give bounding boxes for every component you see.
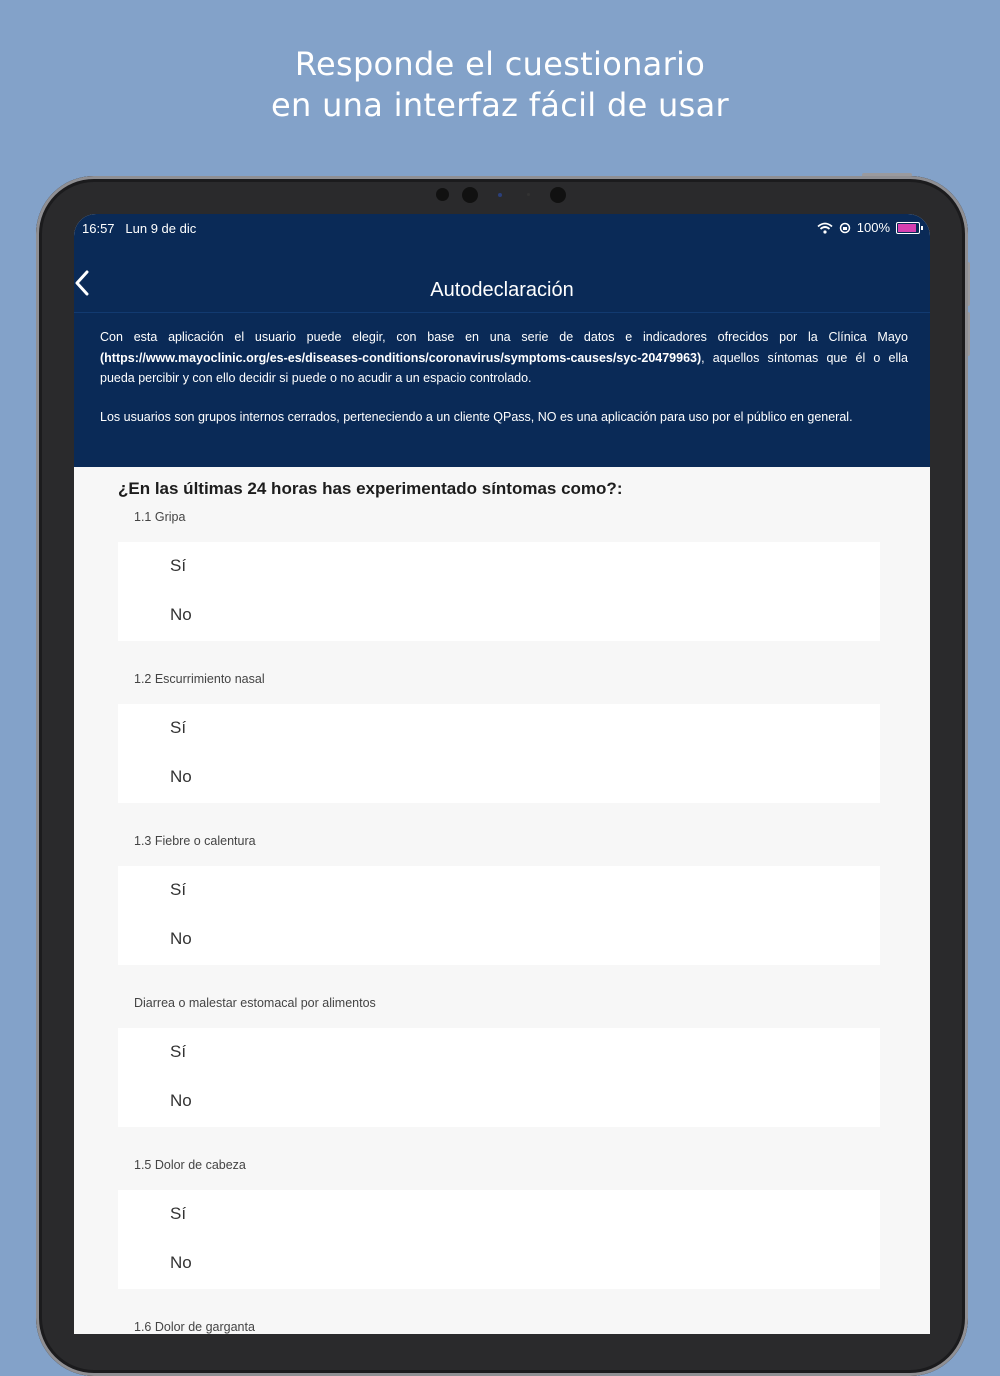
symptom-label: 1.3 Fiebre o calentura: [134, 834, 256, 848]
option-box: [118, 866, 880, 965]
info-paragraph-1: [100, 327, 908, 389]
headline-line-2: en una interfaz fácil de usar: [271, 86, 729, 124]
symptom-group: [118, 509, 880, 641]
info-p1-end: , aquellos síntomas que él o ella pueda percibir y con ello decidir si puede o no acudir a un espacio controlado.: [100, 350, 908, 385]
camera-light-icon: [498, 193, 502, 197]
battery-fill: [898, 224, 916, 232]
app-screen: [74, 214, 930, 1334]
symptom-group: [118, 1157, 880, 1289]
info-p1-start: Con esta aplicación el usuario puede elegir, con base en una serie de datos e indicadores ofrecidos por la Clínica Mayo: [100, 330, 908, 344]
option-box: [118, 542, 880, 641]
symptom-label: 1.1 Gripa: [134, 510, 186, 524]
option-no[interactable]: No: [170, 1091, 192, 1110]
sensor-icon: [436, 188, 449, 201]
status-time: 16:57: [82, 221, 115, 236]
status-right: [817, 220, 920, 235]
status-time-date: [82, 221, 196, 236]
option-yes[interactable]: Sí: [170, 880, 187, 899]
question-title: ¿En las últimas 24 horas has experimentado síntomas como?:: [118, 479, 623, 498]
option-no[interactable]: No: [170, 767, 192, 786]
option-box: [118, 1190, 880, 1289]
mic-icon: [527, 193, 530, 196]
camera-icon: [462, 187, 478, 203]
status-date: Lun 9 de dic: [125, 221, 197, 236]
wifi-icon: [817, 222, 833, 234]
info-paragraph-2: Los usuarios son grupos internos cerrados, perteneciendo a un cliente QPass, NO es una aplicación para uso por el público en general.: [100, 409, 853, 424]
option-no[interactable]: No: [170, 605, 192, 624]
headline: [0, 44, 1000, 126]
symptom-label: 1.2 Escurrimiento nasal: [134, 672, 265, 686]
nav-bar: [74, 244, 930, 312]
battery-percent: 100%: [856, 220, 890, 235]
status-bar: [74, 214, 930, 244]
symptom-group: [118, 1319, 880, 1334]
symptom-label: 1.5 Dolor de cabeza: [134, 1158, 246, 1172]
option-yes[interactable]: Sí: [170, 556, 187, 575]
page-title: Autodeclaración: [430, 279, 574, 301]
option-no[interactable]: No: [170, 929, 192, 948]
rotation-lock-icon: [839, 222, 851, 234]
symptom-group: [118, 833, 880, 965]
symptom-group: [118, 671, 880, 803]
camera-bar: [420, 186, 580, 204]
questionnaire: [74, 467, 930, 1334]
option-yes[interactable]: Sí: [170, 1204, 187, 1223]
symptom-label: 1.6 Dolor de garganta: [134, 1320, 255, 1334]
option-no[interactable]: No: [170, 1253, 192, 1272]
info-text: [74, 312, 930, 467]
option-yes[interactable]: Sí: [170, 718, 187, 737]
option-box: [118, 704, 880, 803]
symptom-group: [118, 995, 880, 1127]
option-yes[interactable]: Sí: [170, 1042, 187, 1061]
face-sensor-icon: [550, 187, 566, 203]
mayo-clinic-link[interactable]: (https://www.mayoclinic.org/es-es/diseases-conditions/coronavirus/symptoms-causes/syc-20479963): [100, 350, 702, 365]
battery-icon: [896, 222, 920, 234]
option-box: [118, 1028, 880, 1127]
headline-line-1: Responde el cuestionario: [294, 45, 706, 83]
app-header: [74, 214, 930, 467]
symptom-label: Diarrea o malestar estomacal por alimentos: [134, 996, 376, 1010]
